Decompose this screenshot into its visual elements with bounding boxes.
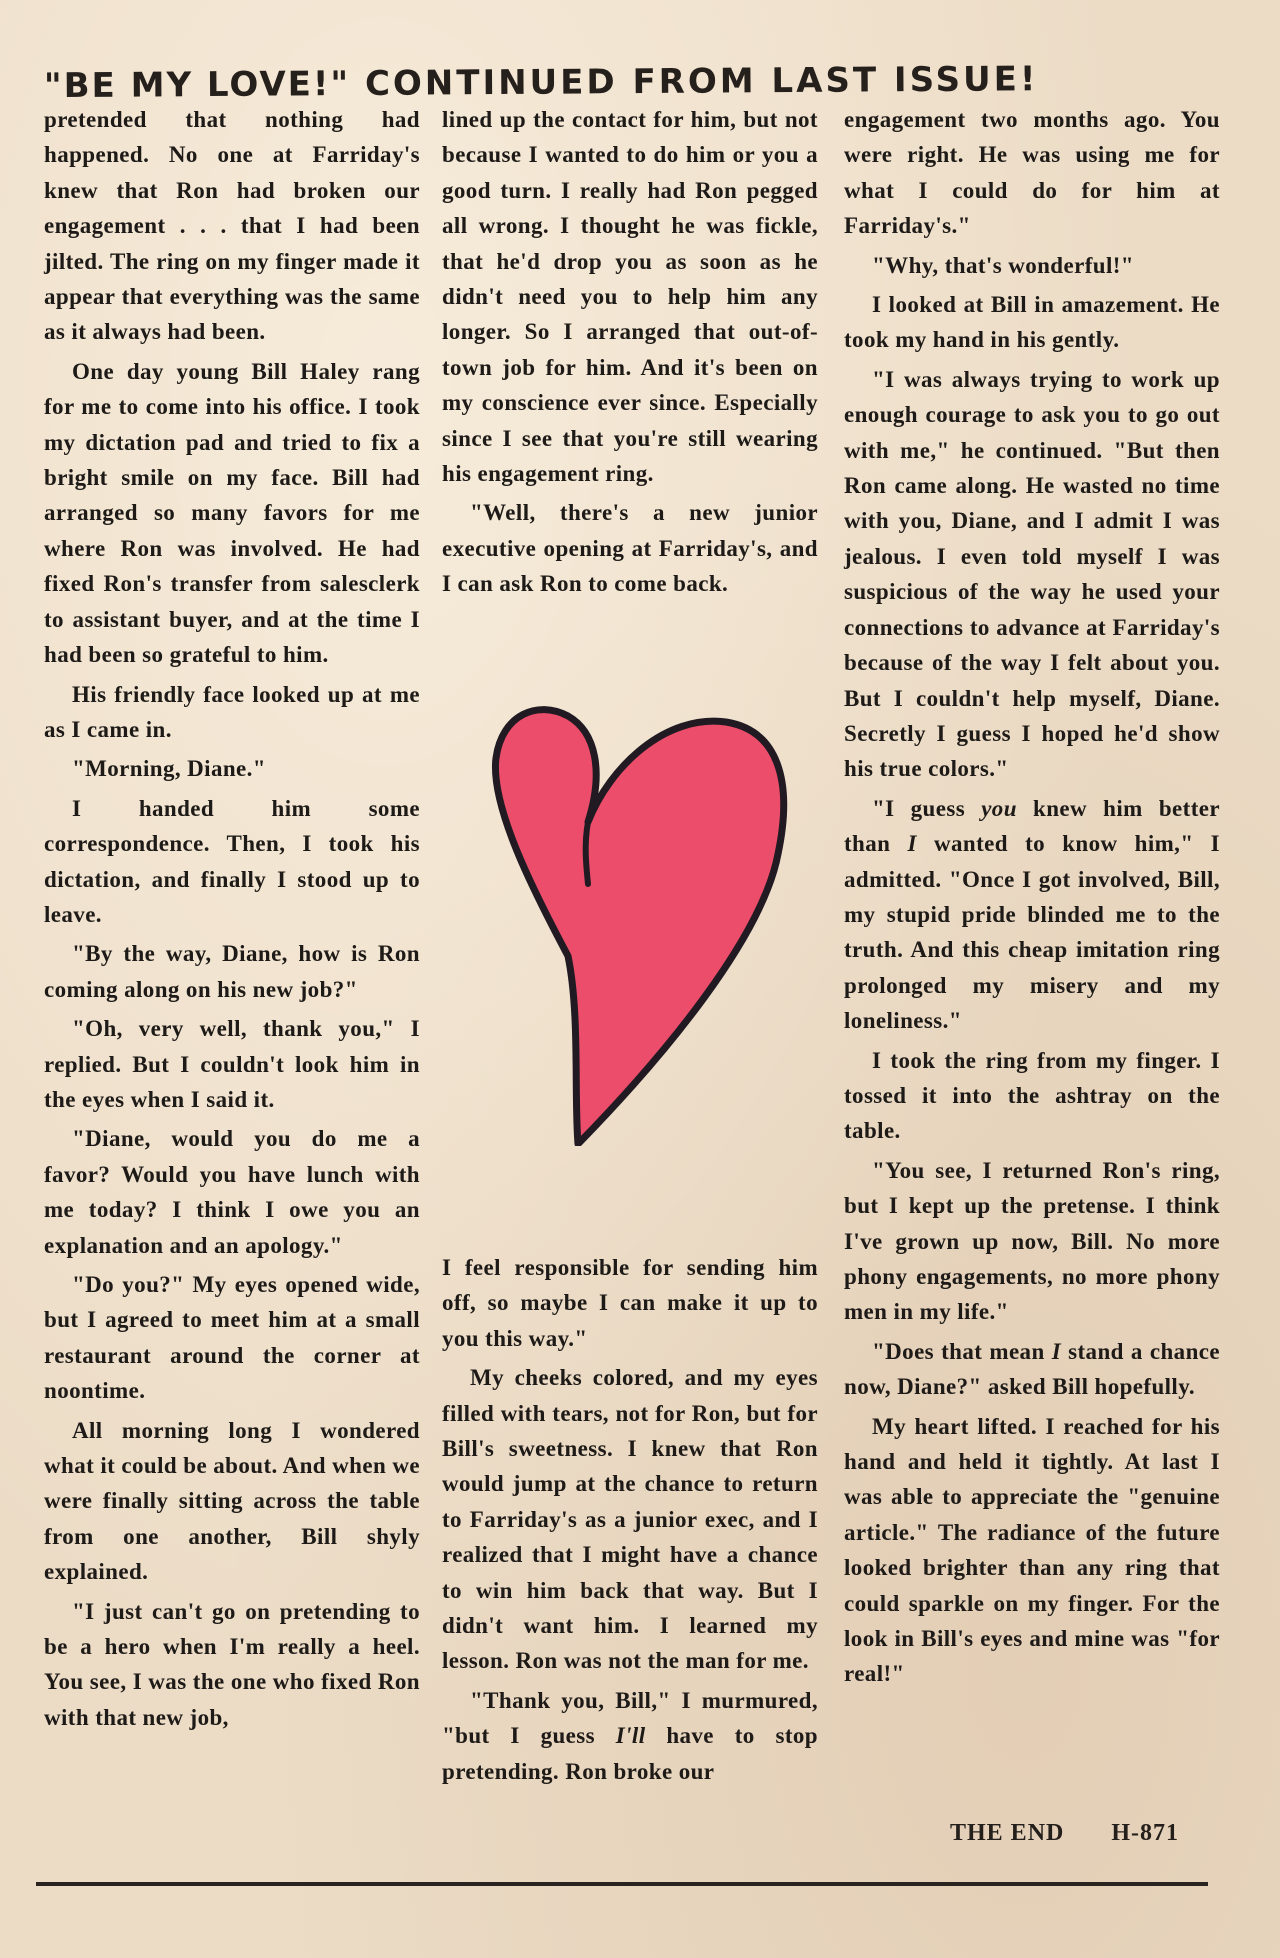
text-column-3 [844, 102, 1220, 1692]
text-run: "I guess [872, 795, 982, 821]
paragraph: One day young Bill Haley rang for me to come into his office. I took my dictation pad and tried to fix a bright smile on my face. Bill had arranged so many favors for me where Ron was involved. He had fixed Ron's transfer from salesclerk to assistant buyer, and at the time I had been so grateful to him. [44, 358, 420, 668]
text-run: stand a chance now, Diane?" asked Bill hopefully. [844, 1338, 1220, 1400]
paragraph: "Why, that's wonderful!" [872, 252, 1134, 278]
paragraph: lined up the contact for him, but not because I wanted to do him or you a good turn. I really had Ron pegged all wrong. I thought he was fickle, that he'd drop you as soon as he didn't need you to help him any longer. So I arranged that out-of-town job for him. And it's been on my conscience ever since. Especially since I see that you're still wearing his engagement ring. [442, 107, 818, 487]
text-column-2-top [442, 102, 818, 602]
paragraph: pretended that nothing had happened. No one at Farriday's knew that Ron had broken our engagement . . . that I had been jilted. The ring on my finger made it appear that everything was the same as it always had been. [44, 107, 420, 345]
story-title: "BE MY LOVE!" [43, 64, 351, 107]
continued-note: CONTINUED FROM LAST ISSUE! [364, 59, 1039, 104]
heart-illustration [476, 694, 812, 1146]
paragraph: "By the way, Diane, how is Ron coming along on his new job?" [44, 941, 420, 1002]
text-column-1 [44, 102, 420, 1735]
text-run: "Thank you, Bill," I murmured, "but I guess [442, 1687, 818, 1749]
emphasis: I'll [615, 1723, 646, 1749]
paragraph: All morning long I wondered what it could be about. And when we were finally sitting across the table from one another, Bill shyly explained. [44, 1417, 420, 1585]
paragraph: My heart lifted. I reached for his hand and held it tightly. At last I was able to appreciate the "genuine article." The radiance of the future looked brighter than any ring that could sparkle on my finger. For the look in Bill's eyes and mine was "for real!" [844, 1413, 1220, 1687]
paragraph [442, 1683, 818, 1789]
paragraph: "I just can't go on pretending to be a hero when I'm really a heel. You see, I was the one who fixed Ron with that new job, [44, 1598, 420, 1730]
paragraph: "Oh, very well, thank you," I replied. But I couldn't look him in the eyes when I said it. [44, 1016, 420, 1112]
heart-shape [495, 710, 783, 1144]
emphasis: I [907, 831, 917, 857]
emphasis: you [981, 795, 1017, 821]
bottom-rule [36, 1882, 1208, 1886]
the-end-label: THE END [950, 1820, 1065, 1846]
paragraph: "You see, I returned Ron's ring, but I kept up the pretense. I think I've grown up now, Bill. No more phony engagements, no more phony men in my life." [844, 1157, 1220, 1325]
paragraph: I handed him some correspondence. Then, I took his dictation, and finally I stood up to leave. [44, 795, 420, 927]
story-footer [950, 1820, 1230, 1847]
paragraph: "I was always trying to work up enough courage to ask you to go out with me," he continued. "But then Ron came along. He wasted no time with you, Diane, and I admit I was jealous. I even told myself I was suspicious of the way he used your connections to advance at Farriday's because of the way I felt about you. But I couldn't help myself, Diane. Secretly I guess I hoped he'd show his true colors." [844, 366, 1220, 782]
paragraph: "Well, there's a new junior executive opening at Farriday's, and I can ask Ron to come back. [442, 500, 818, 597]
paragraph: engagement two months ago. You were right. He was using me for what I could do for him at Farriday's." [844, 107, 1220, 239]
paragraph: I looked at Bill in amazement. He took my hand in his gently. [844, 292, 1220, 353]
paragraph: I took the ring from my finger. I tossed it into the ashtray on the table. [844, 1047, 1220, 1144]
paragraph: I feel responsible for sending him off, so maybe I can make it up to you this way." [442, 1255, 818, 1351]
paragraph: My cheeks colored, and my eyes filled with tears, not for Ron, but for Bill's sweetness. I knew that Ron would jump at the chance to return to Farriday's as a junior exec, and I realized that I might have a chance to win him back that way. But I didn't want him. I learned my lesson. Ron was not the man for me. [442, 1365, 818, 1674]
emphasis: I [1051, 1338, 1062, 1364]
text-run: have to stop pretending. Ron broke our [442, 1723, 818, 1784]
paragraph [844, 791, 1220, 1039]
paragraph: "Do you?" My eyes opened wide, but I agreed to meet him at a small restaurant around the corner at noontime. [44, 1272, 420, 1404]
paragraph: "Morning, Diane." [72, 756, 266, 782]
text-run: "Does that mean [872, 1338, 1052, 1364]
paragraph: "Diane, would you do me a favor? Would you have lunch with me today? I think I owe you an explanation and an apology." [44, 1126, 420, 1258]
paragraph [844, 1334, 1220, 1405]
text-run: knew him better than [844, 795, 1220, 857]
text-run: wanted to know him," I admitted. "Once I got involved, Bill, my stupid pride blinded me to the truth. And this cheap imitation ring prolonged my misery and my loneliness." [844, 831, 1220, 1034]
paragraph: His friendly face looked up at me as I came in. [44, 681, 420, 742]
text-column-2-bottom [442, 1250, 818, 1789]
issue-code: H-871 [1111, 1820, 1180, 1846]
heart-inner-stroke [586, 822, 588, 884]
